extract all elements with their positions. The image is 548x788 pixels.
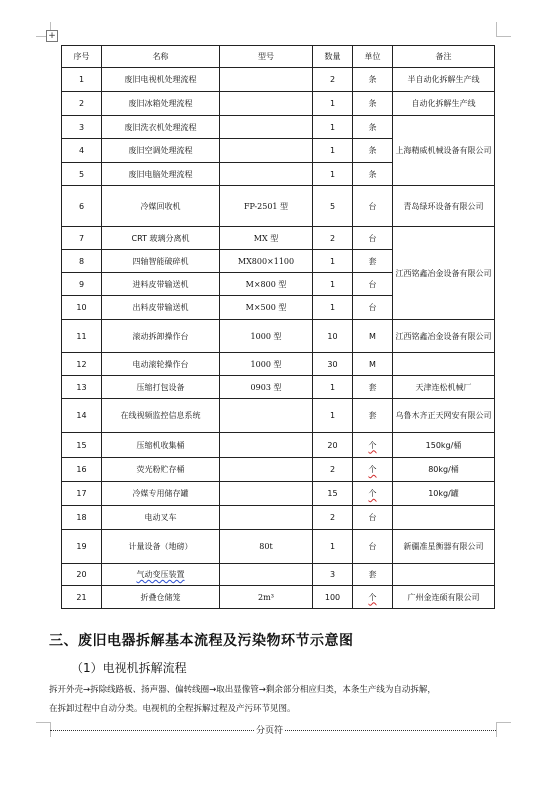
cell-qty: 2 <box>313 506 353 530</box>
cell-note-merged: 江西铭鑫冶金设备有限公司 <box>393 227 495 320</box>
cell-model: MX800×1100 <box>220 250 313 273</box>
cell-qty: 1 <box>313 296 353 320</box>
header-cell-no: 序号 <box>62 46 102 68</box>
table-row <box>62 320 495 353</box>
cell-model: 1000 型 <box>220 353 313 376</box>
cell-name: 计量设备（地磅） <box>102 530 220 564</box>
cell-no: 15 <box>62 433 102 458</box>
cell-model <box>220 399 313 433</box>
cell-qty: 1 <box>313 250 353 273</box>
cell-name: 电动滚轮操作台 <box>102 353 220 376</box>
cell-no: 12 <box>62 353 102 376</box>
table-row <box>62 564 495 586</box>
table-row <box>62 92 495 116</box>
cell-no: 10 <box>62 296 102 320</box>
cell-unit: M <box>353 353 393 376</box>
cell-qty: 1 <box>313 530 353 564</box>
header-cell-name: 名称 <box>102 46 220 68</box>
cell-note: 新疆准星衡器有限公司 <box>393 530 495 564</box>
cell-no: 19 <box>62 530 102 564</box>
cell-unit: 套 <box>353 564 393 586</box>
cell-model <box>220 506 313 530</box>
cell-note: 青岛绿环设备有限公司 <box>393 186 495 227</box>
cell-model: 0903 型 <box>220 376 313 399</box>
cell-name: 压缩打包设备 <box>102 376 220 399</box>
table-row <box>62 116 495 139</box>
cell-no: 2 <box>62 92 102 116</box>
cell-no: 1 <box>62 68 102 92</box>
cell-qty: 20 <box>313 433 353 458</box>
table-row <box>62 68 495 92</box>
cell-qty: 1 <box>313 92 353 116</box>
cell-model <box>220 68 313 92</box>
cell-qty: 3 <box>313 564 353 586</box>
cell-model <box>220 564 313 586</box>
cell-unit: 台 <box>353 530 393 564</box>
cell-qty: 2 <box>313 458 353 482</box>
cell-qty: 15 <box>313 482 353 506</box>
cell-name: 荧光粉贮存桶 <box>102 458 220 482</box>
header-cell-model: 型号 <box>220 46 313 68</box>
cell-name: 折叠仓储笼 <box>102 586 220 609</box>
cell-note: 半自动化拆解生产线 <box>393 68 495 92</box>
equipment-table <box>61 45 495 609</box>
table-row <box>62 376 495 399</box>
cell-note <box>393 564 495 586</box>
header-cell-qty: 数量 <box>313 46 353 68</box>
table-row <box>62 586 495 609</box>
cell-unit: 个 <box>353 433 393 458</box>
cell-note-merged: 上海精威机械设备有限公司 <box>393 116 495 186</box>
cell-unit: 台 <box>353 186 393 227</box>
cell-unit: 条 <box>353 92 393 116</box>
cell-model <box>220 116 313 139</box>
cell-note: 150kg/桶 <box>393 433 495 458</box>
cell-no: 21 <box>62 586 102 609</box>
cell-name: 滚动拆卸操作台 <box>102 320 220 353</box>
cell-name: 在线视频监控信息系统 <box>102 399 220 433</box>
cell-no: 4 <box>62 139 102 163</box>
cell-qty: 1 <box>313 163 353 186</box>
cell-no: 14 <box>62 399 102 433</box>
page-break-label: 分页符 <box>254 723 285 736</box>
table-row <box>62 506 495 530</box>
cell-name: 废旧冰箱处理流程 <box>102 92 220 116</box>
cell-no: 7 <box>62 227 102 250</box>
cell-unit: 条 <box>353 68 393 92</box>
cell-name: 四轴智能破碎机 <box>102 250 220 273</box>
cell-model: 1000 型 <box>220 320 313 353</box>
cell-unit: 套 <box>353 399 393 433</box>
cell-note: 天津连松机械厂 <box>393 376 495 399</box>
cell-qty: 1 <box>313 116 353 139</box>
cell-unit: 台 <box>353 227 393 250</box>
section-heading: 三、废旧电器拆解基本流程及污染物环节示意图 <box>49 633 354 649</box>
cell-qty: 1 <box>313 139 353 163</box>
table-row <box>62 353 495 376</box>
table-move-handle-icon[interactable]: + <box>46 30 58 42</box>
cell-no: 13 <box>62 376 102 399</box>
table-row <box>62 186 495 227</box>
table-row <box>62 458 495 482</box>
cell-unit: 台 <box>353 273 393 296</box>
cell-model: M×500 型 <box>220 296 313 320</box>
cell-model <box>220 163 313 186</box>
cell-name: 废旧电视机处理流程 <box>102 68 220 92</box>
paragraph-line-2: 在拆卸过程中自动分类。电视机的全程拆解过程及产污环节见图。 <box>49 704 296 714</box>
cell-no: 8 <box>62 250 102 273</box>
cell-name: 压缩机收集桶 <box>102 433 220 458</box>
cell-qty: 1 <box>313 376 353 399</box>
cell-no: 18 <box>62 506 102 530</box>
cell-qty: 1 <box>313 399 353 433</box>
cell-name: 废旧电脑处理流程 <box>102 163 220 186</box>
crop-mark-bottom-left <box>36 722 51 737</box>
cell-no: 20 <box>62 564 102 586</box>
cell-note: 10kg/罐 <box>393 482 495 506</box>
cell-model: FP-2501 型 <box>220 186 313 227</box>
table-row <box>62 530 495 564</box>
cell-unit: 条 <box>353 116 393 139</box>
crop-mark-bottom-right <box>496 722 511 737</box>
cell-model <box>220 482 313 506</box>
cell-unit: 个 <box>353 482 393 506</box>
cell-name: 冷媒专用储存罐 <box>102 482 220 506</box>
cell-model: MX 型 <box>220 227 313 250</box>
cell-name: 进料皮带输送机 <box>102 273 220 296</box>
cell-qty: 1 <box>313 273 353 296</box>
cell-name: 冷媒回收机 <box>102 186 220 227</box>
cell-note: 80kg/桶 <box>393 458 495 482</box>
cell-unit: 套 <box>353 250 393 273</box>
cell-unit: M <box>353 320 393 353</box>
cell-no: 11 <box>62 320 102 353</box>
paragraph-line-1: 拆开外壳→拆除线路板、扬声器、偏转线圈→取出显像管→剩余部分相应归类，本条生产线为自动拆解， <box>49 685 436 695</box>
sub-heading: （1）电视机拆解流程 <box>71 661 187 675</box>
cell-qty: 10 <box>313 320 353 353</box>
cell-name: 电动叉车 <box>102 506 220 530</box>
table-row <box>62 227 495 250</box>
cell-qty: 2 <box>313 68 353 92</box>
cell-model <box>220 433 313 458</box>
table-header-row <box>62 46 495 68</box>
header-cell-note: 备注 <box>393 46 495 68</box>
cell-unit: 台 <box>353 506 393 530</box>
table-row <box>62 399 495 433</box>
cell-no: 9 <box>62 273 102 296</box>
cell-qty: 30 <box>313 353 353 376</box>
cell-note: 江西铭鑫冶金设备有限公司 <box>393 320 495 353</box>
cell-model: 80t <box>220 530 313 564</box>
table-row <box>62 482 495 506</box>
cell-unit: 条 <box>353 163 393 186</box>
cell-no: 16 <box>62 458 102 482</box>
cell-name: CRT 玻璃分离机 <box>102 227 220 250</box>
cell-note: 自动化拆解生产线 <box>393 92 495 116</box>
header-cell-unit: 单位 <box>353 46 393 68</box>
cell-no: 17 <box>62 482 102 506</box>
cell-unit: 条 <box>353 139 393 163</box>
table-row <box>62 433 495 458</box>
cell-unit: 套 <box>353 376 393 399</box>
cell-no: 5 <box>62 163 102 186</box>
cell-note <box>393 353 495 376</box>
cell-model: 2m³ <box>220 586 313 609</box>
cell-note: 广州金连硕有限公司 <box>393 586 495 609</box>
cell-no: 3 <box>62 116 102 139</box>
cell-unit: 个 <box>353 586 393 609</box>
cell-model <box>220 458 313 482</box>
crop-mark-top-right <box>496 22 511 37</box>
cell-model <box>220 139 313 163</box>
cell-qty: 5 <box>313 186 353 227</box>
cell-unit: 个 <box>353 458 393 482</box>
cell-name: 气动变压装置 <box>102 564 220 586</box>
cell-note: 乌鲁木齐正天网安有限公司 <box>393 399 495 433</box>
cell-note <box>393 506 495 530</box>
cell-name: 出料皮带输送机 <box>102 296 220 320</box>
cell-name: 废旧洗衣机处理流程 <box>102 116 220 139</box>
cell-model: M×800 型 <box>220 273 313 296</box>
cell-qty: 100 <box>313 586 353 609</box>
cell-no: 6 <box>62 186 102 227</box>
cell-model <box>220 92 313 116</box>
cell-qty: 2 <box>313 227 353 250</box>
cell-name: 废旧空调处理流程 <box>102 139 220 163</box>
cell-unit: 台 <box>353 296 393 320</box>
